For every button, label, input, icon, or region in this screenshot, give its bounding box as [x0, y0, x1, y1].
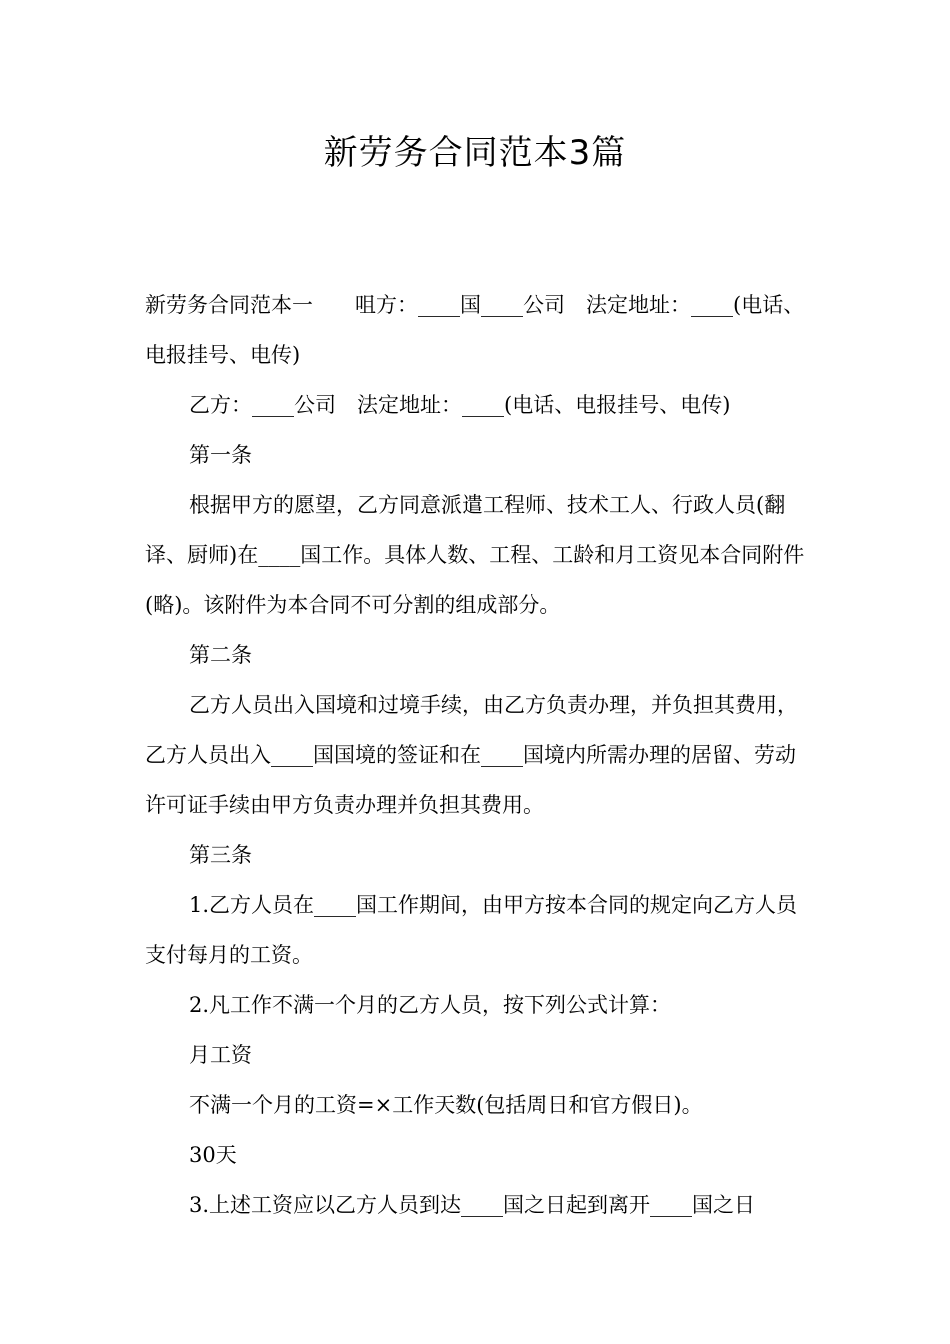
paragraph-intro-party-a: 新劳务合同范本一 咀方：____国____公司 法定地址：____(电话、电报挂号、电传): [145, 293, 805, 367]
article-1-text: 根据甲方的愿望，乙方同意派遣工程师、技术工人、行政人员(翻译、厨师)在____国工作。具体人数、工程、工龄和月工资见本合同附件(略)。该附件为本合同不可分割的组成部分。: [145, 493, 805, 617]
formula-denominator: 30天: [189, 1143, 237, 1167]
article-3-heading: 第三条: [189, 843, 252, 867]
formula-line: 不满一个月的工资=×工作天数(包括周日和官方假日)。: [189, 1093, 703, 1117]
article-1-heading: 第一条: [189, 443, 252, 467]
paragraph-party-b: 乙方：____公司 法定地址：____(电话、电报挂号、电传): [189, 393, 731, 417]
formula-numerator: 月工资: [189, 1043, 252, 1067]
article-3-item-3: 3.上述工资应以乙方人员到达____国之日起到离开____国之日: [189, 1193, 756, 1217]
article-3-item-2: 2.凡工作不满一个月的乙方人员，按下列公式计算：: [189, 993, 672, 1017]
article-3-item-1: 1.乙方人员在____国工作期间，由甲方按本合同的规定向乙方人员支付每月的工资。: [145, 893, 798, 967]
article-2-heading: 第二条: [189, 643, 252, 667]
document-body: [145, 280, 807, 1230]
document-title: 新劳务合同范本3篇: [323, 133, 627, 173]
article-2-text: 乙方人员出入国境和过境手续，由乙方负责办理，并负担其费用，乙方人员出入____国国境的签证和在____国境内所需办理的居留、劳动许可证手续由甲方负责办理并负担其费用。: [145, 693, 798, 817]
